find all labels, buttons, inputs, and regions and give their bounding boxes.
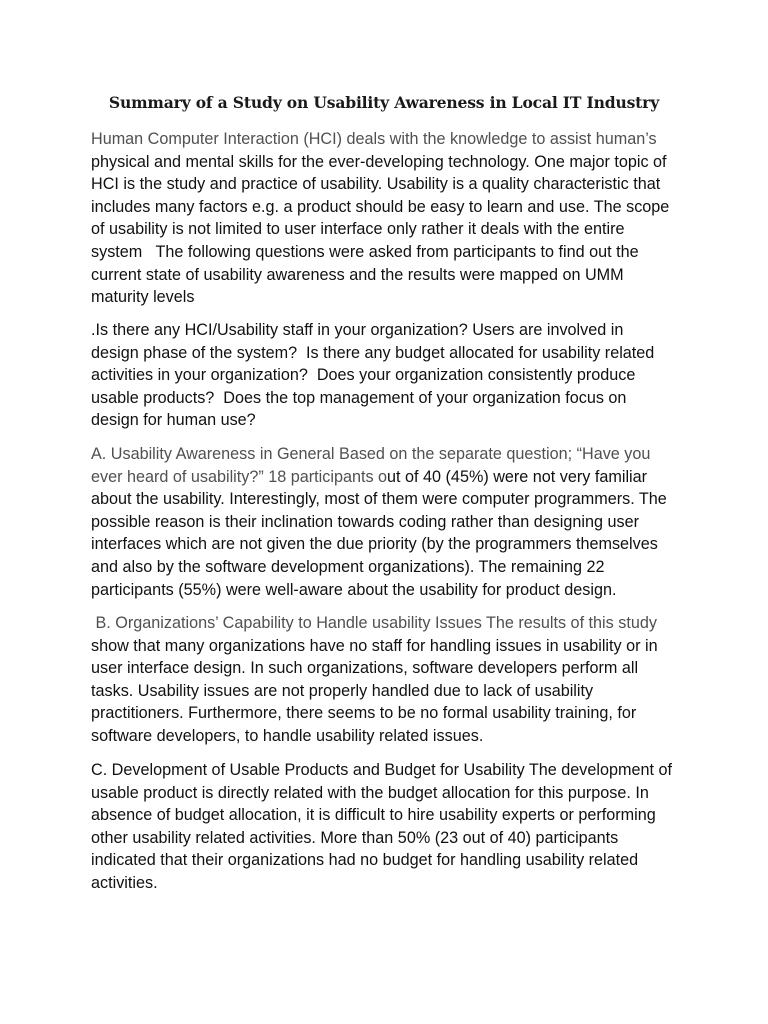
paragraph-line: indicated that their organizations had no budget for handling usability related	[91, 851, 639, 870]
paragraph-line: participants (55%) were well-aware about the usability for product design.	[91, 580, 617, 599]
paragraph-questions	[91, 319, 691, 432]
paragraph-line: usable products? Does the top management of your organization focus on	[91, 388, 627, 407]
paragraph-line: includes many factors e.g. a product should be easy to learn and use. The scope	[91, 197, 670, 216]
paragraph-section-a	[91, 443, 691, 601]
document-title: Summary of a Study on Usability Awareness in Local IT Industry	[108, 93, 660, 112]
paragraph-line: show that many organizations have no staff for handling issues in usability or in	[91, 636, 658, 655]
paragraph-line: activities.	[91, 873, 158, 892]
paragraph-line-lead: ever heard of usability?” 18 participants o	[91, 467, 388, 486]
paragraph-line: and also by the software development organizations). The remaining 22	[91, 557, 605, 576]
paragraph-line: HCI is the study and practice of usability. Usability is a quality characteristic that	[91, 175, 661, 194]
paragraph-line: B. Organizations’ Capability to Handle usability Issues The results of this study	[91, 614, 657, 632]
paragraph-section-c	[91, 759, 691, 895]
paragraph-line-rest: ut of 40 (45%) were not very familiar	[387, 467, 648, 486]
paragraph-line: other usability related activities. More than 50% (23 out of 40) participants	[91, 828, 619, 847]
paragraph-line: system The following questions were asked from participants to find out the	[91, 242, 639, 261]
paragraph-line: tasks. Usability issues are not properly handled due to lack of usability	[91, 681, 594, 700]
paragraph-line: possible reason is their inclination towards coding rather than designing user	[91, 512, 639, 531]
paragraph-line: maturity levels	[91, 288, 195, 307]
paragraph-line: activities in your organization? Does your organization consistently produce	[91, 366, 636, 385]
paragraph-line: design phase of the system? Is there any budget allocated for usability related	[91, 343, 655, 362]
paragraph-line: A. Usability Awareness in General Based on the separate question; “Have you	[91, 445, 651, 463]
paragraph-line: practitioners. Furthermore, there seems to be no formal usability training, for	[91, 704, 637, 723]
paragraph-line: C. Development of Usable Products and Budget for Usability The development of	[91, 761, 672, 779]
paragraph-line: user interface design. In such organizations, software developers perform all	[91, 659, 639, 678]
paragraph-line: of usability is not limited to user interface only rather it deals with the entire	[91, 220, 625, 239]
paragraph-line	[91, 466, 691, 489]
paragraph-introduction	[91, 128, 691, 309]
paragraph-line: interfaces which are not given the due priority (by the programmers themselves	[91, 535, 658, 554]
paragraph-line: design for human use?	[91, 411, 256, 430]
paragraph-line: current state of usability awareness and the results were mapped on UMM	[91, 265, 624, 284]
paragraph-line: physical and mental skills for the ever-developing technology. One major topic of	[91, 152, 667, 171]
paragraph-line: absence of budget allocation, it is difficult to hire usability experts or performing	[91, 806, 656, 825]
paragraph-section-b	[91, 612, 691, 748]
paragraph-line: about the usability. Interestingly, most of them were computer programmers. The	[91, 490, 667, 509]
paragraph-line: .Is there any HCI/Usability staff in your organization? Users are involved in	[91, 321, 624, 339]
paragraph-line: software developers, to handle usability related issues.	[91, 726, 484, 745]
paragraph-line: usable product is directly related with the budget allocation for this purpose. In	[91, 783, 649, 802]
paragraph-line: Human Computer Interaction (HCI) deals with the knowledge to assist human’s	[91, 130, 657, 148]
